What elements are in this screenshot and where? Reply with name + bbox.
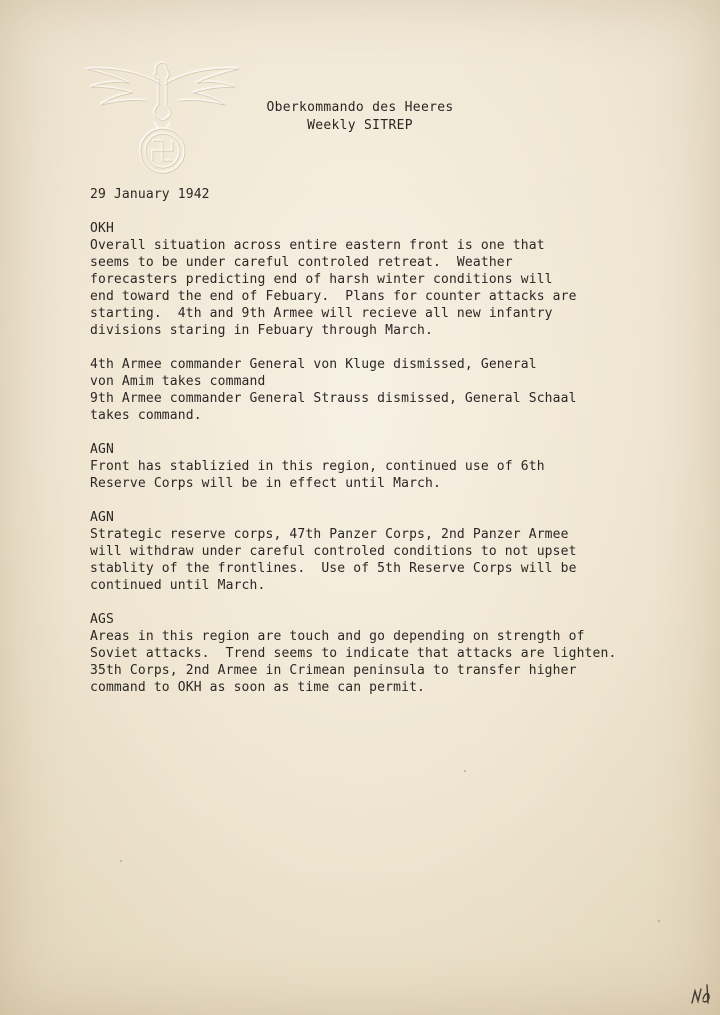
section-line: forecasters predicting end of harsh winter conditions will xyxy=(90,272,553,287)
paper-speck xyxy=(464,770,466,772)
section-line: Front has stablizied in this region, continued use of 6th xyxy=(90,459,545,474)
spacer xyxy=(90,424,650,441)
section-line: Soviet attacks. Trend seems to indicate that attacks are lighten. xyxy=(90,646,617,661)
section-line: end toward the end of Febuary. Plans for counter attacks are xyxy=(90,289,577,304)
section-heading: AGS xyxy=(90,612,114,627)
spacer xyxy=(90,492,650,509)
spacer xyxy=(90,203,650,220)
section-heading: AGN xyxy=(90,442,114,457)
section-heading: OKH xyxy=(90,221,114,236)
initials-mark-icon xyxy=(690,981,712,1007)
section-line: 9th Armee commander General Strauss dismissed, General Schaal xyxy=(90,391,577,406)
paper-speck xyxy=(120,860,122,862)
spacer xyxy=(90,594,650,611)
letterhead-title: Oberkommando des Heeres xyxy=(266,100,454,115)
section-line: von Amim takes command xyxy=(90,374,266,389)
section-line: stablity of the frontlines. Use of 5th Reserve Corps will be xyxy=(90,561,577,576)
section-line: starting. 4th and 9th Armee will recieve all new infantry xyxy=(90,306,553,321)
spacer xyxy=(90,339,650,356)
section-heading: AGN xyxy=(90,510,114,525)
section-line: Areas in this region are touch and go depending on strength of xyxy=(90,629,585,644)
section-line: will withdraw under careful controled conditions to not upset xyxy=(90,544,577,559)
section-line: Reserve Corps will be in effect until March. xyxy=(90,476,441,491)
section-line: seems to be under careful controled retreat. Weather xyxy=(90,255,513,270)
section-line: Strategic reserve corps, 47th Panzer Corps, 2nd Panzer Armee xyxy=(90,527,569,542)
section-line: Overall situation across entire eastern front is one that xyxy=(90,238,545,253)
paper-speck xyxy=(658,920,660,922)
section-line: continued until March. xyxy=(90,578,266,593)
report-body xyxy=(90,186,650,696)
section-line: 4th Armee commander General von Kluge dismissed, General xyxy=(90,357,537,372)
letterhead-subtitle: Weekly SITREP xyxy=(307,118,413,133)
section-line: 35th Corps, 2nd Armee in Crimean peninsula to transfer higher xyxy=(90,663,577,678)
section-line: takes command. xyxy=(90,408,202,423)
section-line: command to OKH as soon as time can permit. xyxy=(90,680,426,695)
report-date: 29 January 1942 xyxy=(90,187,210,202)
section-line: divisions staring in Febuary through March. xyxy=(90,323,433,338)
